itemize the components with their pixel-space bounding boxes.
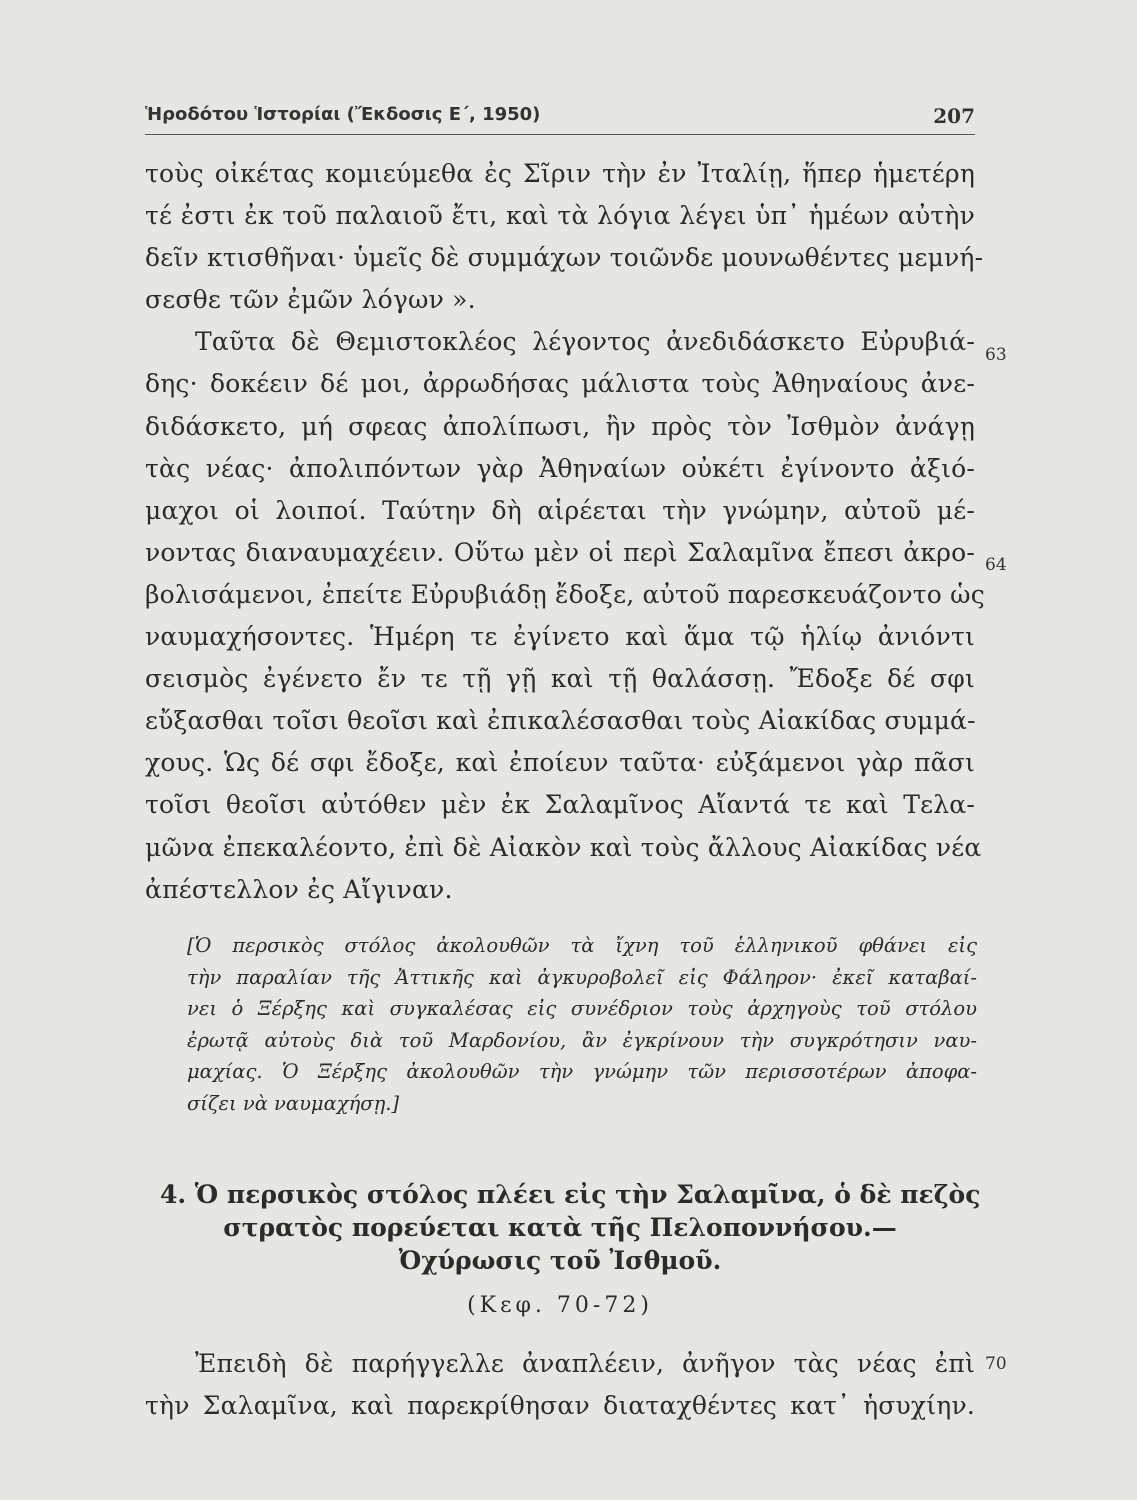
text-line: μῶνα ἐπεκαλέοντο, ἐπὶ δὲ Αἰακὸν καὶ τοὺς ἄλλους Αἰακίδας νέα xyxy=(145,832,982,862)
margin-number: 64 xyxy=(985,555,1007,575)
text-line: χους. Ὡς δέ σφι ἔδοξε, καὶ ἐποίευν ταῦτα· εὐξάμενοι γὰρ πᾶσι xyxy=(145,748,975,778)
note-line: [Ὁ περσικὸς στόλος ἀκολουθῶν τὰ ἴχνη τοῦ ἑλληνικοῦ φθάνει εἰς xyxy=(187,934,977,957)
text-line: εὔξασθαι τοῖσι θεοῖσι καὶ ἐπικαλέσασθαι τοὺς Αἰακίδας συμμά- xyxy=(145,706,976,736)
running-header xyxy=(145,100,975,135)
note-line: σίζει νὰ ναυμαχήσῃ.] xyxy=(187,1091,400,1115)
heading-line: στρατὸς πορεύεται κατὰ τῆς Πελοποννήσου.— xyxy=(223,1213,897,1242)
text-line: διδάσκετο, μή σφεας ἀπολίπωσι, ἢν πρὸς τὸν Ἰσθμὸν ἀνάγῃ xyxy=(145,411,975,441)
note-line: μαχίας. Ὁ Ξέρξης ἀκολουθῶν τὴν γνώμην τῶν περισσοτέρων ἀποφα- xyxy=(187,1060,977,1084)
text-line: τοῖσι θεοῖσι αὐτόθεν μὲν ἐκ Σαλαμῖνος Αἴαντά τε καὶ Τελα- xyxy=(145,790,975,820)
text-line: τοὺς οἰκέτας κομιεύμεθα ἐς Σῖριν τὴν ἐν Ἰταλίῃ, ἥπερ ἡμετέρη xyxy=(145,159,975,188)
note-line: νει ὁ Ξέρξης καὶ συγκαλέσας εἰς συνέδριον τοὺς ἀρχηγοὺς τοῦ στόλου xyxy=(187,997,977,1021)
text-line: βολισάμενοι, ἐπείτε Εὐρυβιάδῃ ἔδοξε, αὐτοῦ παρεσκευάζοντο ὡς xyxy=(145,579,985,609)
text-line: τὰς νέας· ἀπολιπόντων γὰρ Ἀθηναίων οὐκέτι ἐγίνοντο ἀξιό- xyxy=(145,453,975,483)
running-title: Ἡροδότου Ἱστορίαι (Ἔκδοσις Ε΄, 1950) xyxy=(145,104,541,125)
heading-line: 4. Ὁ περσικὸς στόλος πλέει εἰς τὴν Σαλαμῖνα, ὁ δὲ πεζὸς xyxy=(160,1180,981,1209)
heading-line: Ὀχύρωσις τοῦ Ἰσθμοῦ. xyxy=(398,1246,722,1275)
text-line: δεῖν κτισθῆναι· ὑμεῖς δὲ συμμάχων τοιῶνδε μουνωθέντες μεμνή- xyxy=(145,243,984,273)
text-line: Ἐπειδὴ δὲ παρήγγελλε ἀναπλέειν, ἀνῆγον τὰς νέας ἐπὶ xyxy=(195,1349,975,1378)
note-line: τὴν παραλίαν τῆς Ἀττικῆς καὶ ἀγκυροβολεῖ εἰς Φάληρον· ἐκεῖ καταβαί- xyxy=(187,965,977,989)
text-line: σεισμὸς ἐγένετο ἔν τε τῇ γῇ καὶ τῇ θαλάσσῃ. Ἔδοξε δέ σφι xyxy=(145,664,975,694)
text-line: ἀπέστελλον ἐς Αἴγιναν. xyxy=(145,874,453,904)
chapter-reference: (Κεφ. 70-72) xyxy=(467,1293,653,1318)
text-line: τὴν Σαλαμῖνα, καὶ παρεκρίθησαν διαταχθέντες κατ᾽ ἡσυχίην. xyxy=(145,1391,975,1421)
text-line: τέ ἐστι ἐκ τοῦ παλαιοῦ ἔτι, καὶ τὰ λόγια λέγει ὑπ᾽ ἡμέων αὐτὴν xyxy=(145,201,975,231)
note-line: ἐρωτᾷ αὐτοὺς διὰ τοῦ Μαρδονίου, ἂν ἐγκρίνουν τὴν συγκρότησιν ναυ- xyxy=(187,1028,977,1052)
page-number: 207 xyxy=(933,104,975,128)
text-line: νοντας διαναυμαχέειν. Οὕτω μὲν οἱ περὶ Σαλαμῖνα ἔπεσι ἀκρο- xyxy=(145,537,975,567)
text-line: Ταῦτα δὲ Θεμιστοκλέος λέγοντος ἀνεδιδάσκετο Εὐρυβιά- xyxy=(195,327,975,357)
summary-note xyxy=(187,930,977,1120)
margin-number: 63 xyxy=(985,345,1007,365)
text-line: δης· δοκέειν δέ μοι, ἀρρωδήσας μάλιστα τοὺς Ἀθηναίους ἀνε- xyxy=(145,369,975,399)
main-text xyxy=(145,153,985,911)
text-line: ναυμαχήσοντες. Ἡμέρη τε ἐγίνετο καὶ ἅμα τῷ ἡλίῳ ἀνιόντι xyxy=(145,622,975,652)
section-heading xyxy=(145,1178,981,1277)
text-line: σεσθε τῶν ἐμῶν λόγων ». xyxy=(145,285,476,315)
margin-number: 70 xyxy=(985,1354,1007,1374)
section-text xyxy=(145,1343,975,1427)
text-line: μαχοι οἱ λοιποί. Ταύτην δὴ αἱρέεται τὴν γνώμην, αὐτοῦ μέ- xyxy=(145,495,975,525)
